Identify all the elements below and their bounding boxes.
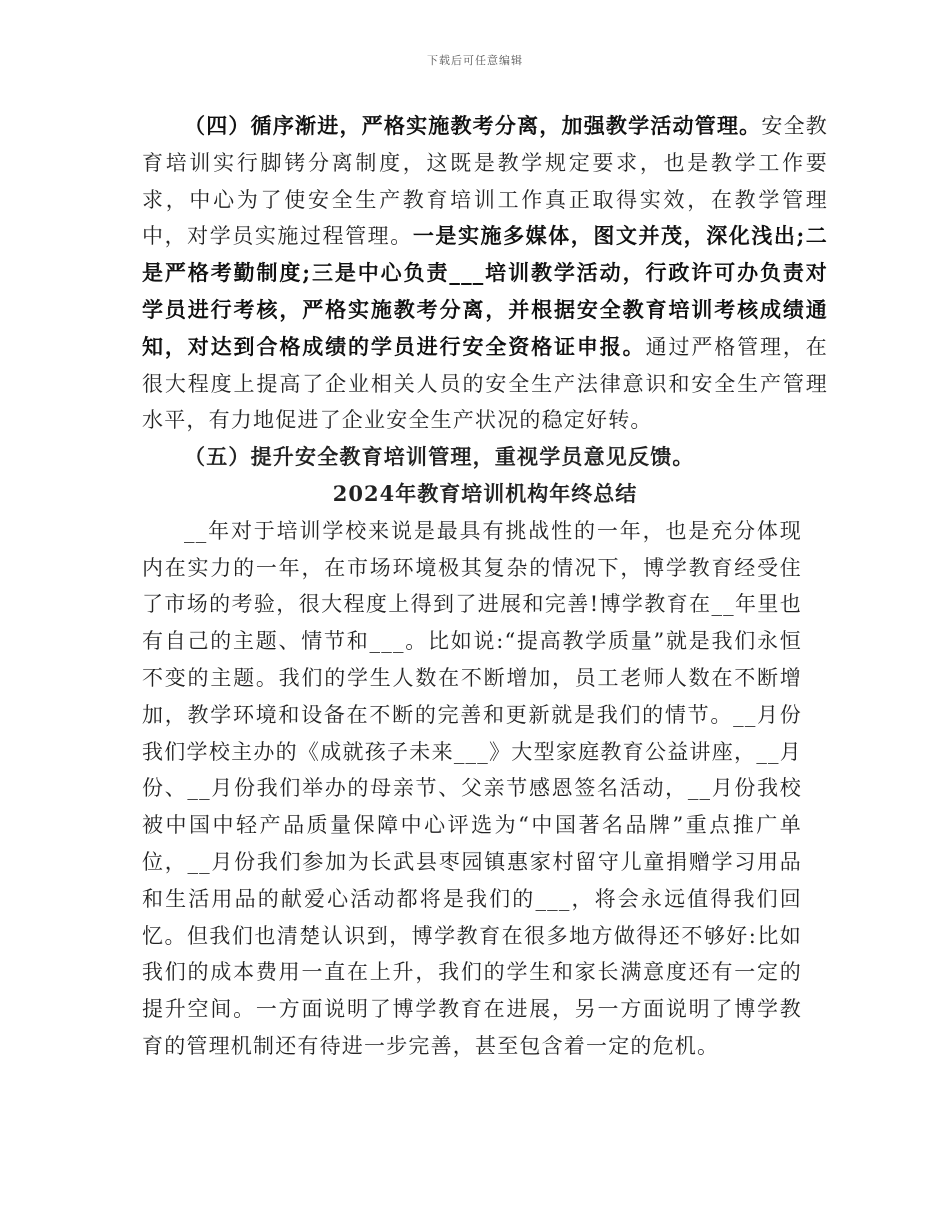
section-4-text-1: 安全教育培训实行脚铐分离制度，这既是教学规定要求，也是教学工作要求，中心为了使安全生产教育培训工作真正取得实效，在教学管理中，对学员实施过程管理。 [142,114,828,249]
section-5-heading: （五）提升安全教育培训管理，重视学员意见反馈。 [184,444,695,470]
summary-body: __年对于培训学校来说是最具有挑战性的一年，也是充分体现内在实力的一年，在市场环境极其复杂的情况下，博学教育经受住了市场的考验，很大程度上得到了进展和完善!博学教育在__年里也有自己的主题、情节和___。比如说:“提高教学质量”就是我们永恒不变的主题。我们的学生人数在不断增加，员工老师人数在不断增加，教学环境和设备在不断的完善和更新就是我们的情节。__月份我们学校主办的《成就孩子未来___》大型家庭教育公益讲座，__月份、__月份我们举办的母亲节、父亲节感恩签名活动，__月份我校被中国中轻产品质量保障中心评选为“中国著名品牌”重点推广单位，__月份我们参加为长武县枣园镇惠家村留守儿童捐赠学习用品和生活用品的献爱心活动都将是我们的___，将会永远值得我们回忆。但我们也清楚认识到，博学教育在很多地方做得还不够好:比如我们的成本费用一直在上升，我们的学生和家长满意度还有一定的提升空间。一方面说明了博学教育在进展，另一方面说明了博学教育的管理机制还有待进一步完善，甚至包含着一定的危机。 [142,518,802,1058]
document-body [142,108,828,1065]
section-4-text-2: 通过严格管理，在很大程度上提高了企业相关人员的安全生产法律意识和安全生产管理水平，有力地促进了企业安全生产状况的稳定好转。 [142,334,828,433]
summary-title: 2024年教育培训机构年终总结 [332,480,638,506]
section-4-heading: （四）循序渐进，严格实施教考分离，加强教学活动管理。 [184,113,762,138]
section-4-bold-measures: 一是实施多媒体，图文并茂，深化浅出;二是严格考勤制度;三是中心负责___培训教学活动，行政许可办负责对学员进行考核，严格实施教考分离，并根据安全教育培训考核成绩通知，对达到合格成绩的学员进行安全资格证申报。 [142,223,828,359]
section-4-paragraph [142,108,828,439]
page-header-note: 下载后可任意编辑 [427,54,523,67]
